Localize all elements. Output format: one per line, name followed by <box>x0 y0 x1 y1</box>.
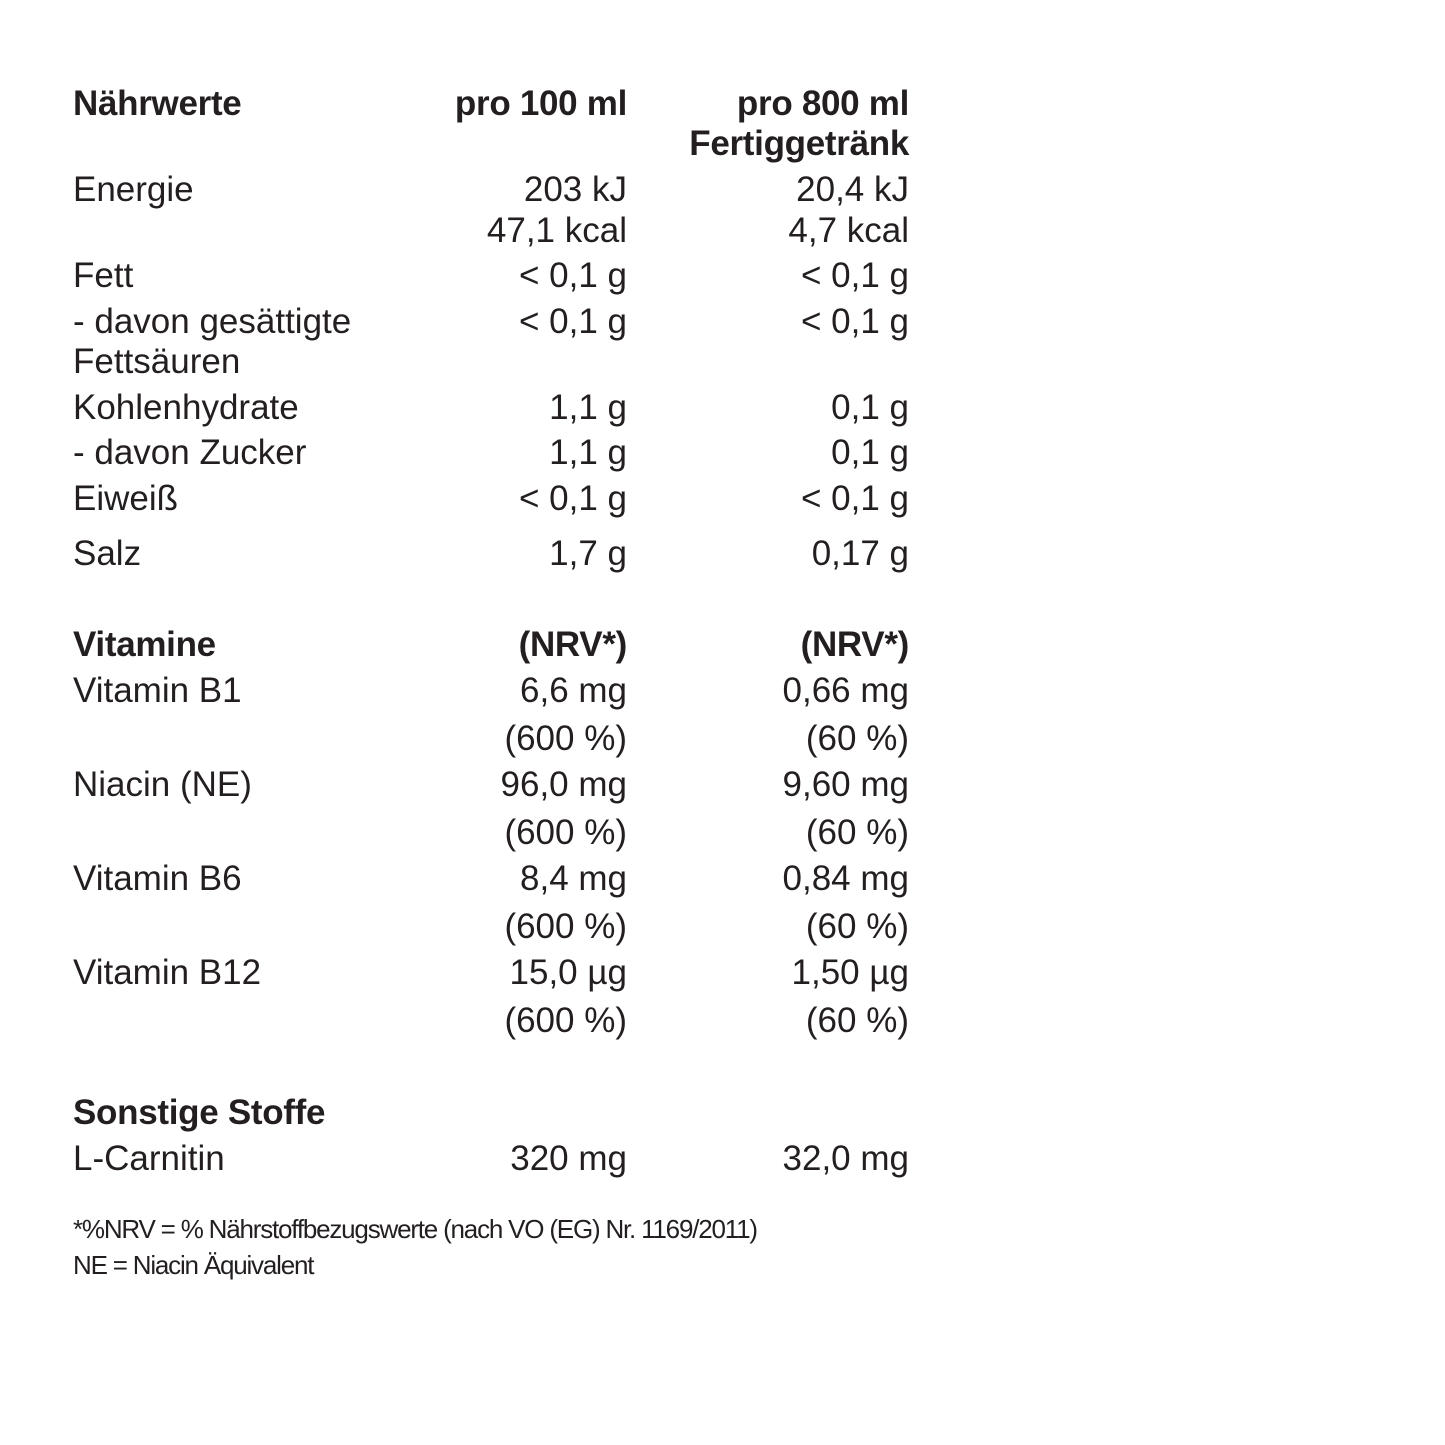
nrv-800ml: (60 %) <box>805 907 909 946</box>
value-100ml: 1,1 g <box>549 433 627 472</box>
value-800ml: < 0,1 g <box>800 479 909 518</box>
footnote-ne: NE = Niacin Äquivalent <box>73 1250 314 1280</box>
nrv-100ml: (600 %) <box>504 1001 627 1040</box>
value-100ml: < 0,1 g <box>518 479 627 518</box>
row-label: Vitamin B1 <box>73 671 242 710</box>
value-800ml: 1,50 µg <box>791 953 909 992</box>
value-100ml: 203 kJ <box>523 170 627 209</box>
value-100ml: 15,0 µg <box>509 953 627 992</box>
value-100ml: < 0,1 g <box>518 256 627 295</box>
value-100ml: < 0,1 g <box>518 302 627 341</box>
nrv-header-800ml: (NRV*) <box>800 625 909 664</box>
value-100ml: 47,1 kcal <box>486 211 627 250</box>
column-header-per-100ml: pro 100 ml <box>454 84 627 123</box>
value-800ml: 0,17 g <box>811 534 909 573</box>
row-label: - davon gesättigte <box>73 302 352 341</box>
value-800ml: 9,60 mg <box>782 765 909 804</box>
value-800ml: 0,84 mg <box>782 859 909 898</box>
value-100ml: 8,4 mg <box>520 859 627 898</box>
row-label: Niacin (NE) <box>73 765 252 804</box>
other-header-label: Sonstige Stoffe <box>73 1093 326 1132</box>
value-800ml: 0,1 g <box>831 433 909 472</box>
row-label: Vitamin B6 <box>73 859 242 898</box>
column-header-per-800ml: pro 800 ml <box>736 84 909 123</box>
nrv-100ml: (600 %) <box>504 719 627 758</box>
row-label: - davon Zucker <box>73 433 307 472</box>
row-label: L-Carnitin <box>73 1139 225 1178</box>
row-label: Kohlenhydrate <box>73 388 299 427</box>
value-800ml: < 0,1 g <box>800 256 909 295</box>
row-label: Fett <box>73 256 134 295</box>
row-label: Vitamin B12 <box>73 953 262 992</box>
row-label: Salz <box>73 534 142 573</box>
value-100ml: 1,7 g <box>549 534 627 573</box>
value-800ml: 20,4 kJ <box>796 170 909 209</box>
vitamins-header-label: Vitamine <box>73 625 216 664</box>
nrv-800ml: (60 %) <box>805 813 909 852</box>
column-header-ready-drink: Fertiggetränk <box>689 124 909 163</box>
nrv-800ml: (60 %) <box>805 1001 909 1040</box>
value-800ml: < 0,1 g <box>800 302 909 341</box>
value-800ml: 4,7 kcal <box>788 211 909 250</box>
value-800ml: 0,66 mg <box>782 671 909 710</box>
row-label-continued: Fettsäuren <box>73 342 241 381</box>
nrv-100ml: (600 %) <box>504 813 627 852</box>
value-100ml: 320 mg <box>510 1139 627 1178</box>
value-100ml: 1,1 g <box>549 388 627 427</box>
nutrition-header-label: Nährwerte <box>73 84 242 123</box>
nrv-800ml: (60 %) <box>805 719 909 758</box>
footnote-nrv: *%NRV = % Nährstoffbezugswerte (nach VO (EG) Nr. 1169/2011) <box>73 1214 757 1244</box>
value-100ml: 6,6 mg <box>520 671 627 710</box>
row-label: Eiweiß <box>73 479 179 518</box>
nrv-header-100ml: (NRV*) <box>518 625 627 664</box>
value-800ml: 0,1 g <box>831 388 909 427</box>
row-label: Energie <box>73 170 194 209</box>
nrv-100ml: (600 %) <box>504 907 627 946</box>
value-100ml: 96,0 mg <box>500 765 627 804</box>
value-800ml: 32,0 mg <box>782 1139 909 1178</box>
